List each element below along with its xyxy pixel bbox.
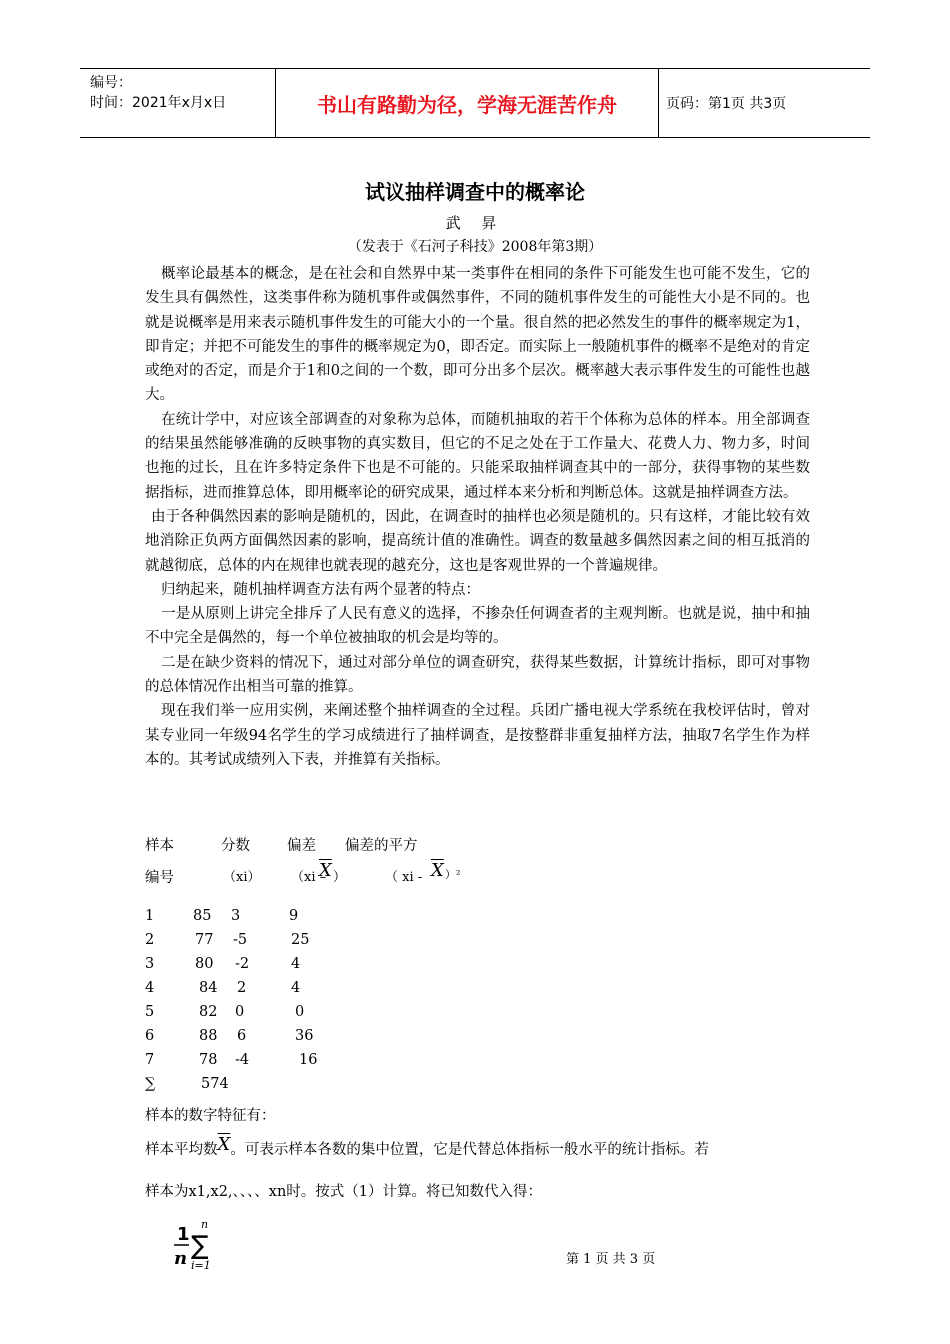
- sum-upper-limit: n: [201, 1218, 209, 1231]
- mean-description: 。可表示样本各数的集中位置，它是代替总体指标一般水平的统计指标。若: [230, 1142, 709, 1158]
- paragraph: 现在我们举一应用实例，来阐述整个抽样调查的全过程。兵团广播电视大学系统在我校评估时，曾对某专业同一年级94名学生的学习成绩进行了抽样调查，是按整群非重复抽样方法，抽取7名学生作为样本的。其考试成绩列入下表，并推算有关指标。: [145, 703, 810, 768]
- motto: 书山有路勤为径，学海无涯苦作舟: [276, 69, 659, 137]
- table-cell: 5: [145, 1004, 155, 1020]
- table-cell: 2: [237, 980, 247, 996]
- table-cell: 2: [145, 932, 155, 948]
- features-heading: 样本的数字特征有：: [145, 1108, 276, 1124]
- xbar-symbol: $\overline{X}$: [319, 860, 332, 881]
- table-cell: 84: [199, 980, 218, 996]
- table-header: 样本: [145, 838, 174, 854]
- paragraph: 由于各种偶然因素的影响是随机的，因此，在调查时的抽样也必须是随机的。只有这样，才能比较有效地消除正负两方面偶然因素的影响，提高统计值的准确性。调查的数量越多偶然因素之间的相互抵消的就越彻底，总体的内在规律也就表现的越充分，这也是客观世界的一个普遍规律。: [145, 508, 810, 574]
- paragraph: 二是在缺少资料的情况下，通过对部分单位的调查研究，获得某些数据，计算统计指标，即可对事物的总体情况作出相当可靠的推算。: [145, 654, 810, 696]
- author: 武 昇: [445, 214, 505, 232]
- table-cell: 3: [145, 956, 155, 972]
- table-header: 偏差: [287, 838, 316, 854]
- table-cell: 88: [199, 1028, 218, 1044]
- table-header: ）²: [445, 868, 461, 881]
- sum-value: 574: [201, 1076, 229, 1092]
- table-cell: 7: [145, 1052, 155, 1068]
- table-cell: 4: [145, 980, 155, 996]
- paragraph: 概率论最基本的概念，是在社会和自然界中某一类事件在相同的条件下可能发生也可能不发生，它的发生具有偶然性，这类事件称为随机事件或偶然事件，不同的随机事件发生的可能性大小是不同的。也就是说概率是用来表示随机事件发生的可能大小的一个量。很自然的把必然发生的事件的概率规定为1，即肯定；并把不可能发生的事件的概率规定为0，即否定。而实际上一般随机事件的概率不是绝对的肯定或绝对的否定，而是介于1和0之间的一个数，即可分出多个层次。概率越大表示事件发生的可能性也越大。: [145, 266, 810, 404]
- sigma-symbol: ∑: [145, 1076, 156, 1092]
- body-text: [145, 262, 810, 772]
- page-footer: 第 1 页 共 3 页: [566, 1252, 656, 1267]
- paragraph: 一是从原则上讲完全排斥了人民有意义的选择，不掺杂任何调查者的主观判断。也就是说，抽中和抽不中完全是偶然的，每一个单位被抽取的机会是均等的。: [145, 606, 810, 647]
- document-title: 试议抽样调查中的概率论: [365, 180, 585, 204]
- table-cell: -2: [235, 956, 250, 972]
- table-header: 分数: [221, 838, 250, 854]
- table-cell: 6: [237, 1028, 247, 1044]
- table-header: （xi –: [291, 870, 327, 885]
- sigma-icon: ∑: [191, 1231, 209, 1261]
- formula-numerator: 1: [177, 1224, 190, 1245]
- table-header: （xi）: [223, 870, 261, 885]
- table-cell: 4: [291, 956, 301, 972]
- table-cell: 78: [199, 1052, 218, 1068]
- table-cell: 0: [295, 1004, 305, 1020]
- table-cell: 77: [195, 932, 214, 948]
- mean-label: 样本平均数: [145, 1142, 218, 1158]
- paragraph: 在统计学中，对应该全部调查的对象称为总体，而随机抽取的若干个体称为总体的样本。用全部调查的结果虽然能够准确的反映事物的真实数目，但它的不足之处在于工作量大、花费人力、物力多，时间也拖的过长，且在许多特定条件下也是不可能的。只能采取抽样调查其中的一部分，获得事物的某些数据指标，进而推算总体，即用概率论的研究成果，通过样本来分析和判断总体。这就是抽样调查方法。: [145, 411, 810, 501]
- table-cell: 80: [195, 956, 214, 972]
- document-header: [80, 68, 870, 138]
- sum-lower-limit: i=1: [191, 1259, 211, 1272]
- table-cell: 9: [289, 908, 299, 924]
- page-info: 页码：第1页 共3页: [666, 96, 787, 112]
- formula-denominator: n: [174, 1248, 188, 1269]
- table-cell: -5: [233, 932, 248, 948]
- mean-line: [145, 1134, 709, 1159]
- sample-line: 样本为x1,x2,、、、、xn时。按式（1）计算。将已知数代入得：: [145, 1184, 543, 1200]
- table-cell: 6: [145, 1028, 155, 1044]
- table-cell: 85: [193, 908, 212, 924]
- paragraph: 归纳起来，随机抽样调查方法有两个显著的特点：: [161, 581, 480, 598]
- table-cell: 3: [231, 908, 241, 924]
- table-cell: 25: [291, 932, 310, 948]
- table-cell: 4: [291, 980, 301, 996]
- table-cell: 16: [299, 1052, 318, 1068]
- table-cell: 82: [199, 1004, 218, 1020]
- table-cell: 0: [235, 1004, 245, 1020]
- table-header: （ xi -: [385, 870, 423, 885]
- summation-formula: [172, 1216, 232, 1272]
- xbar-symbol: $\overline{X}$: [431, 860, 444, 881]
- header-meta: [80, 69, 276, 137]
- publication-note: （发表于《石河子科技》2008年第3期）: [347, 239, 603, 255]
- table-cell: 1: [145, 908, 155, 924]
- table-header: 偏差的平方: [345, 838, 418, 854]
- xbar-symbol: $\overline{X}$: [217, 1134, 231, 1155]
- code-label: 编号：: [90, 75, 132, 91]
- table-header: 编号: [145, 870, 174, 886]
- table-cell: -4: [235, 1052, 250, 1068]
- time-label: 时间：2021年x月x日: [90, 95, 227, 111]
- table-cell: 36: [295, 1028, 314, 1044]
- table-header: ）: [333, 870, 347, 885]
